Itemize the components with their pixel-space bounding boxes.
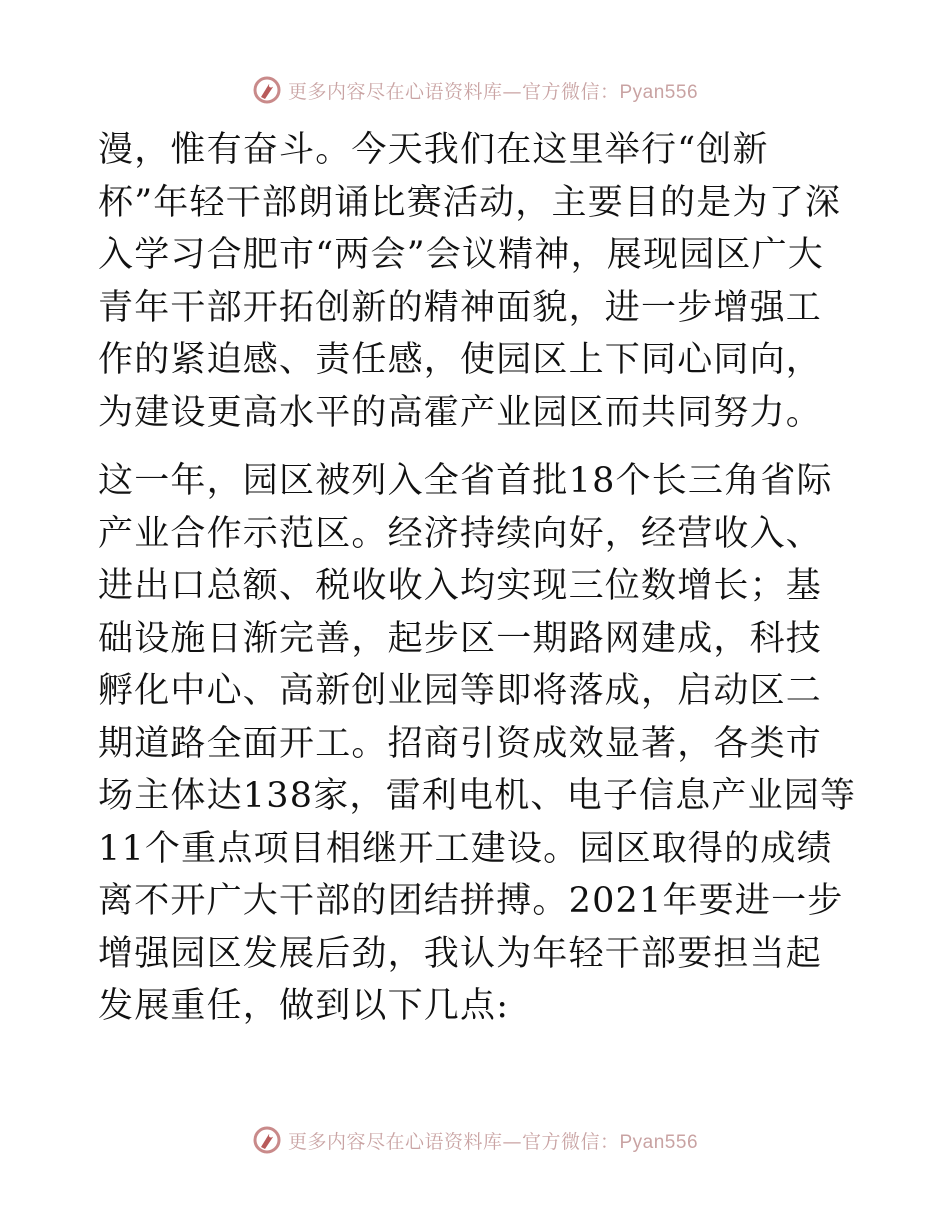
document-body bbox=[98, 124, 858, 1033]
watermark-separator: — bbox=[502, 1130, 522, 1153]
paragraph-1: 漫，惟有奋斗。今天我们在这里举行“创新杯”年轻干部朗诵比赛活动，主要目的是为了深入学习合肥市“两会”会议精神，展现园区广大青年干部开拓创新的精神面貌，进一步增强工作的紧迫感、责任感，使园区上下同心同向，为建设更高水平的高霍产业园区而共同努力。 bbox=[98, 130, 842, 433]
watermark-site-text: 更多内容尽在心语资料库 bbox=[287, 1130, 503, 1153]
watermark-separator: — bbox=[502, 80, 522, 103]
watermark-wechat-id: Pyan556 bbox=[619, 81, 699, 103]
watermark-wechat-id: Pyan556 bbox=[619, 1131, 699, 1153]
fountain-pen-circle-icon bbox=[252, 1125, 282, 1155]
fountain-pen-circle-icon bbox=[252, 75, 282, 105]
watermark-wechat-label: 官方微信： bbox=[521, 1130, 620, 1153]
watermark-site-text: 更多内容尽在心语资料库 bbox=[287, 80, 503, 103]
watermark-text bbox=[288, 1127, 698, 1154]
header-watermark bbox=[0, 72, 950, 108]
watermark-text bbox=[288, 77, 698, 104]
paragraph-2: 这一年，园区被列入全省首批18个长三角省际产业合作示范区。经济持续向好，经营收入、进出口总额、税收收入均实现三位数增长；基础设施日渐完善，起步区一期路网建成，科技孵化中心、高新创业园等即将落成，启动区二期道路全面开工。招商引资成效显著，各类市场主体达138家，雷利电机、电子信息产业园等11个重点项目相继开工建设。园区取得的成绩离不开广大干部的团结拼搏。2021年要进一步增强园区发展后劲，我认为年轻干部要担当起发展重任，做到以下几点: bbox=[98, 461, 857, 1026]
watermark-wechat-label: 官方微信： bbox=[521, 80, 620, 103]
footer-watermark bbox=[0, 1122, 950, 1158]
